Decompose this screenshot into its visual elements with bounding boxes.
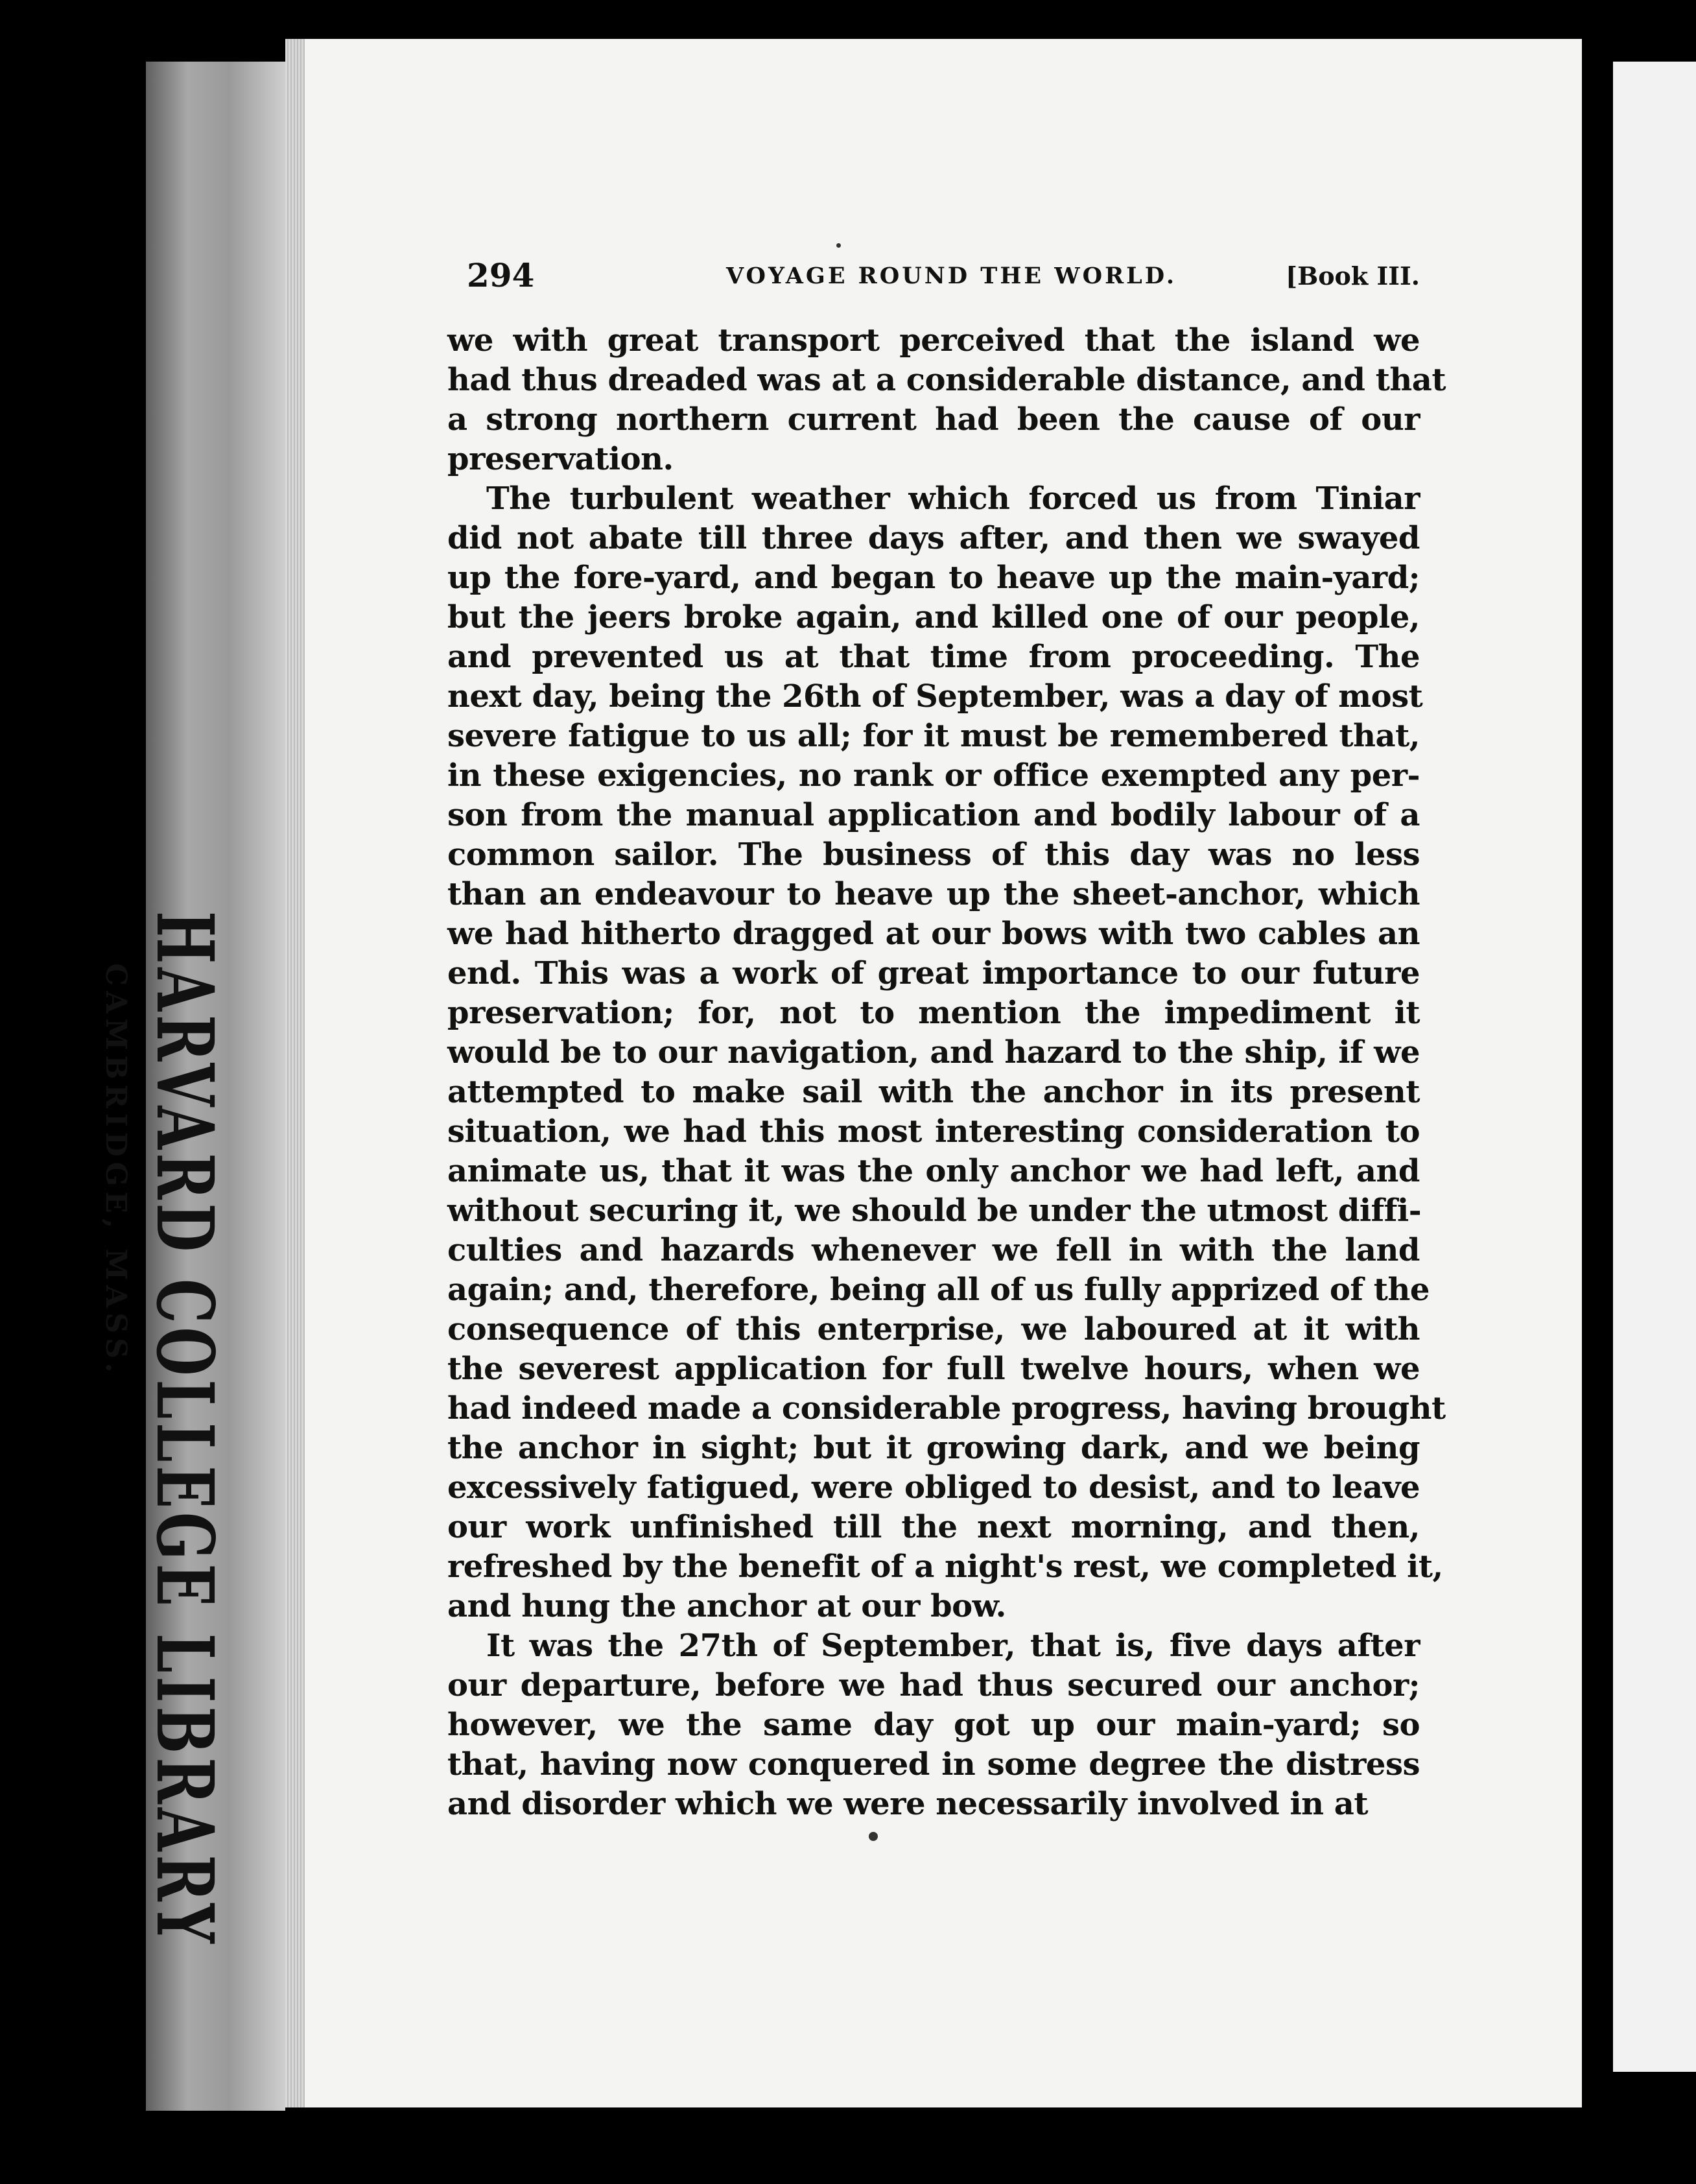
book-label: [Book III. — [1286, 261, 1420, 291]
stamp-library-name: HARVARD COLLEGE LIBRARY — [138, 911, 231, 1947]
text-line: again; and, therefore, being all of us fully apprized of the — [447, 1272, 1430, 1308]
text-line: next day, being the 26th of September, was a day of most — [447, 678, 1423, 715]
page-edges — [285, 39, 305, 2107]
text-line: but the jeers broke again, and killed one of our people, — [447, 599, 1420, 635]
text-line: and disorder which we were necessarily involved in at — [447, 1786, 1369, 1822]
text-line: common sailor. The business of this day was no less — [447, 837, 1420, 873]
text-line: end. This was a work of great importance to our future — [447, 955, 1420, 991]
text-line: preservation; for, not to mention the impediment it — [447, 995, 1420, 1031]
text-line: consequence of this enterprise, we laboured at it with — [447, 1311, 1420, 1347]
text-line: attempted to make sail with the anchor in its present — [447, 1074, 1420, 1110]
text-line: did not abate till three days after, and then we swayed — [447, 520, 1420, 556]
text-line: had thus dreaded was at a considerable distance, and that — [447, 362, 1446, 398]
text-line: we had hitherto dragged at our bows with two cables an — [447, 916, 1420, 952]
text-line: our work unfinished till the next morning, and then, — [447, 1509, 1420, 1545]
page-gutter — [1582, 39, 1596, 2082]
stamp-location: CAMBRIDGE, MASS. — [99, 963, 132, 1378]
text-line: that, having now conquered in some degree the distress — [447, 1746, 1420, 1783]
text-line: excessively fatigued, were obliged to desist, and to leave — [447, 1469, 1420, 1506]
speck — [869, 1832, 878, 1841]
text-line: the anchor in sight; but it growing dark, and we being — [447, 1430, 1420, 1466]
text-line: The turbulent weather which forced us from Tiniar — [486, 481, 1420, 517]
running-header — [467, 256, 1420, 295]
text-line: a strong northern current had been the cause of our — [447, 401, 1420, 438]
text-line: preservation. — [447, 441, 674, 477]
text-line: would be to our navigation, and hazard to the ship, if we — [447, 1034, 1420, 1071]
text-line: the severest application for full twelve hours, when we — [447, 1351, 1420, 1387]
text-line: refreshed by the benefit of a night's rest, we completed it, — [447, 1549, 1443, 1585]
text-line: and prevented us at that time from proceeding. The — [447, 639, 1420, 675]
body-text — [447, 321, 1446, 1824]
text-line: severe fatigue to us all; for it must be remembered that, — [447, 718, 1420, 754]
page-number: 294 — [467, 256, 535, 294]
text-line: culties and hazards whenever we fell in with the land — [447, 1232, 1420, 1268]
text-line: our departure, before we had thus secured our anchor; — [447, 1667, 1420, 1703]
text-line: It was the 27th of September, that is, five days after — [486, 1628, 1420, 1664]
text-line: had indeed made a considerable progress, having brought — [447, 1390, 1446, 1427]
library-stamp — [99, 911, 231, 1947]
text-line: than an endeavour to heave up the sheet-anchor, which — [447, 876, 1420, 912]
text-line: up the fore-yard, and began to heave up the main-yard; — [447, 560, 1420, 596]
text-line: son from the manual application and bodily labour of a — [447, 797, 1420, 833]
text-line: without securing it, we should be under the utmost diffi- — [447, 1193, 1422, 1229]
speck — [836, 243, 841, 248]
text-line: and hung the anchor at our bow. — [447, 1588, 1006, 1624]
text-line: in these exigencies, no rank or office exempted any per- — [447, 757, 1420, 794]
text-line: we with great transport perceived that the island we — [447, 322, 1420, 359]
running-title: VOYAGE ROUND THE WORLD. — [726, 263, 1177, 289]
text-line: situation, we had this most interesting consideration to — [447, 1113, 1420, 1150]
text-line: animate us, that it was the only anchor we had left, and — [447, 1153, 1420, 1189]
text-line: however, we the same day got up our main-yard; so — [447, 1707, 1420, 1743]
facing-page — [1613, 62, 1696, 2072]
